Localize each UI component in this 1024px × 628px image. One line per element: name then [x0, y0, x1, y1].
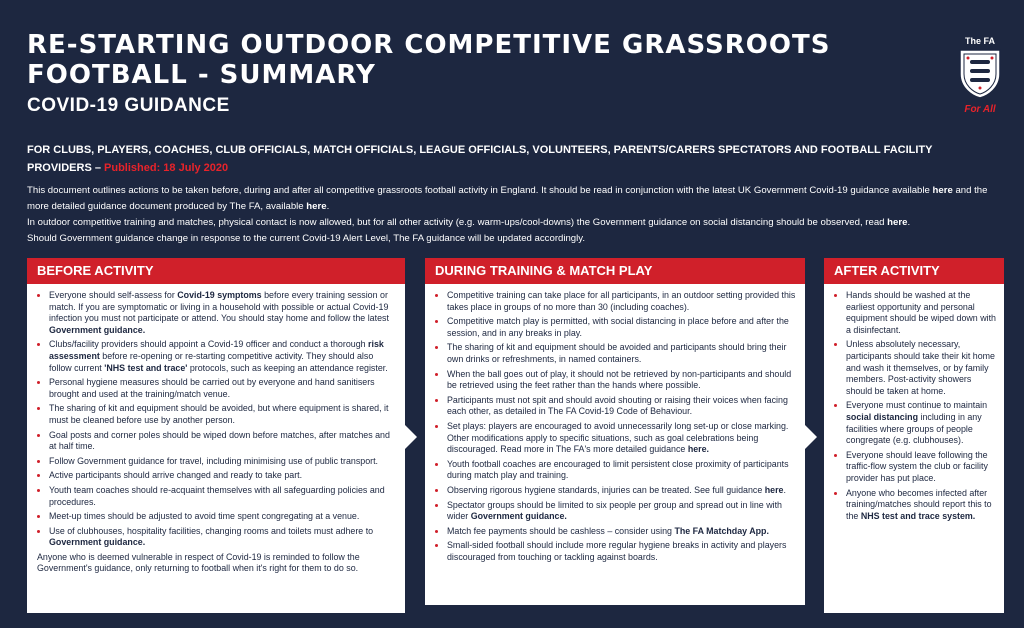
fa-logo-text: The FA	[964, 36, 995, 46]
list-item: • Meet-up times should be adjusted to avoid time spent congregating at a venue.	[49, 511, 397, 523]
before-activity-list	[27, 290, 405, 549]
fa-guidance-link[interactable]: here	[306, 201, 327, 212]
audience-line	[27, 141, 997, 177]
list-item: • Everyone should self-assess for Covid-19 symptoms before every training session or match. If you are symptomatic or living in a household with possible or actual Covid-19 infection you must not participate or attend. You should stay home and follow the latest Government guidance.	[49, 290, 397, 336]
list-item: • The sharing of kit and equipment should be avoided and participants should bring their own drinks or refreshments, in named containers.	[447, 342, 797, 365]
list-item: • Goal posts and corner poles should be wiped down before matches, after matches and at half time.	[49, 430, 397, 453]
list-item: • Match fee payments should be cashless – consider using The FA Matchday App.	[447, 526, 797, 538]
list-item: • Spectator groups should be limited to six people per group and spread out in line with wider Government guidance.	[447, 500, 797, 523]
list-item: • Personal hygiene measures should be carried out by everyone and hand sanitisers brought and used at the training/match venue.	[49, 377, 397, 400]
list-item: • Competitive training can take place for all participants, in an outdoor setting provided this takes place in groups of no more than 30 (including coaches).	[447, 290, 797, 313]
published-date: Published: 18 July 2020	[104, 162, 229, 174]
list-item: • Anyone who becomes infected after training/matches should report this to the NHS test and trace system.	[846, 488, 996, 523]
intro-paragraph-3: Should Government guidance change in response to the current Covid-19 Alert Level, The FA guidance will be updated accordingly.	[27, 233, 586, 244]
before-activity-panel	[27, 258, 405, 613]
list-item: • Clubs/facility providers should appoint a Covid-19 officer and conduct a thorough risk assessment before re-opening or re-starting competitive activity. They should also follow current 'NHS test and trace' protocols, such as keeping an attendance register.	[49, 339, 397, 374]
three-lions-crest-icon	[958, 48, 1002, 100]
list-item: • Observing rigorous hygiene standards, injuries can be treated. See full guidance here.	[447, 485, 797, 497]
page-title: RE-STARTING OUTDOOR COMPETITIVE GRASSROOTS FOOTBALL - SUMMARY	[27, 30, 831, 90]
list-item: • Set plays: players are encouraged to avoid unnecessarily long set-up or close marking. Other modifications apply to specific situations, such as goal celebrations being discouraged. Read more in The FA's more detailed guidance here.	[447, 421, 797, 456]
list-item: • Small-sided football should include more regular hygiene breaks in activity and players discouraged from touching or tackling against boards.	[447, 540, 797, 563]
audience-text: FOR CLUBS, PLAYERS, COACHES, CLUB OFFICIALS, MATCH OFFICIALS, LEAGUE OFFICIALS, VOLUNTEERS, PARENTS/CARERS SPECTATORS AND FOOTBALL FACILITY PROVIDERS –	[27, 144, 933, 174]
after-activity-header: AFTER ACTIVITY	[824, 258, 1004, 284]
before-activity-header: BEFORE ACTIVITY	[27, 258, 405, 284]
list-item: • Everyone should leave following the traffic-flow system the club or facility provider has put place.	[846, 450, 996, 485]
after-activity-list	[824, 290, 1004, 522]
vulnerable-note: Anyone who is deemed vulnerable in respect of Covid-19 is reminded to follow the Government's guidance, only returning to football when it's right for them to do so.	[37, 551, 360, 574]
list-item: • The sharing of kit and equipment should be avoided, but where equipment is shared, it must be cleaned before use by another person.	[49, 403, 397, 426]
list-item: • Use of clubhouses, hospitality facilities, changing rooms and toilets must adhere to Government guidance.	[49, 526, 397, 549]
intro-paragraph-1: This document outlines actions to be taken before, during and after all competitive grassroots football activity in England. It should be read in conjunction with the latest UK Government Covid-19 guidance available here and the more detailed guidance document produced by The FA, available here.	[27, 185, 988, 212]
list-item: • Youth football coaches are encouraged to limit persistent close proximity of participants during match play and training.	[447, 459, 797, 482]
list-item: • Follow Government guidance for travel, including minimising use of public transport.	[49, 456, 397, 468]
intro-paragraph-2: In outdoor competitive training and matches, physical contact is now allowed, but for all other activity (e.g. warm-ups/cool-downs) the Government guidance on social distancing should be observed, read here.	[27, 217, 911, 228]
list-item: • Participants must not spit and should avoid shouting or raising their voices when facing each other, as detailed in The FA Covid-19 Code of Behaviour.	[447, 395, 797, 418]
social-distancing-link[interactable]: here	[887, 217, 908, 228]
arrow-right-icon	[405, 425, 417, 449]
during-activity-panel	[425, 258, 805, 605]
intro-text	[27, 183, 1002, 247]
list-item: • Hands should be washed at the earliest opportunity and personal equipment should be wiped down with a disinfectant.	[846, 290, 996, 336]
list-item: • Competitive match play is permitted, with social distancing in place before and after the session, and in any breaks in play.	[447, 316, 797, 339]
fa-logo	[954, 36, 1006, 115]
during-activity-header: DURING TRAINING & MATCH PLAY	[425, 258, 805, 284]
list-item: • Unless absolutely necessary, participants should take their kit home and wash it themselves, or by family members. Post-activity showers should be taken at home.	[846, 339, 996, 397]
during-activity-list	[425, 290, 805, 563]
list-item: • Everyone must continue to maintain social distancing including in any facilities where groups of people congregate (e.g. clubhouses).	[846, 400, 996, 446]
list-item: • When the ball goes out of play, it should not be retrieved by non-participants and should be retrieved using the feet rather than the hands where possible.	[447, 369, 797, 392]
list-item: • Youth team coaches should re-acquaint themselves with all safeguarding policies and procedures.	[49, 485, 397, 508]
guidance-link[interactable]: here	[932, 185, 953, 196]
arrow-right-icon	[805, 425, 817, 449]
after-activity-panel	[824, 258, 1004, 613]
fa-tagline: For All	[964, 104, 996, 115]
page-subtitle: COVID-19 GUIDANCE	[27, 95, 230, 116]
list-item: • Active participants should arrive changed and ready to take part.	[49, 470, 397, 482]
